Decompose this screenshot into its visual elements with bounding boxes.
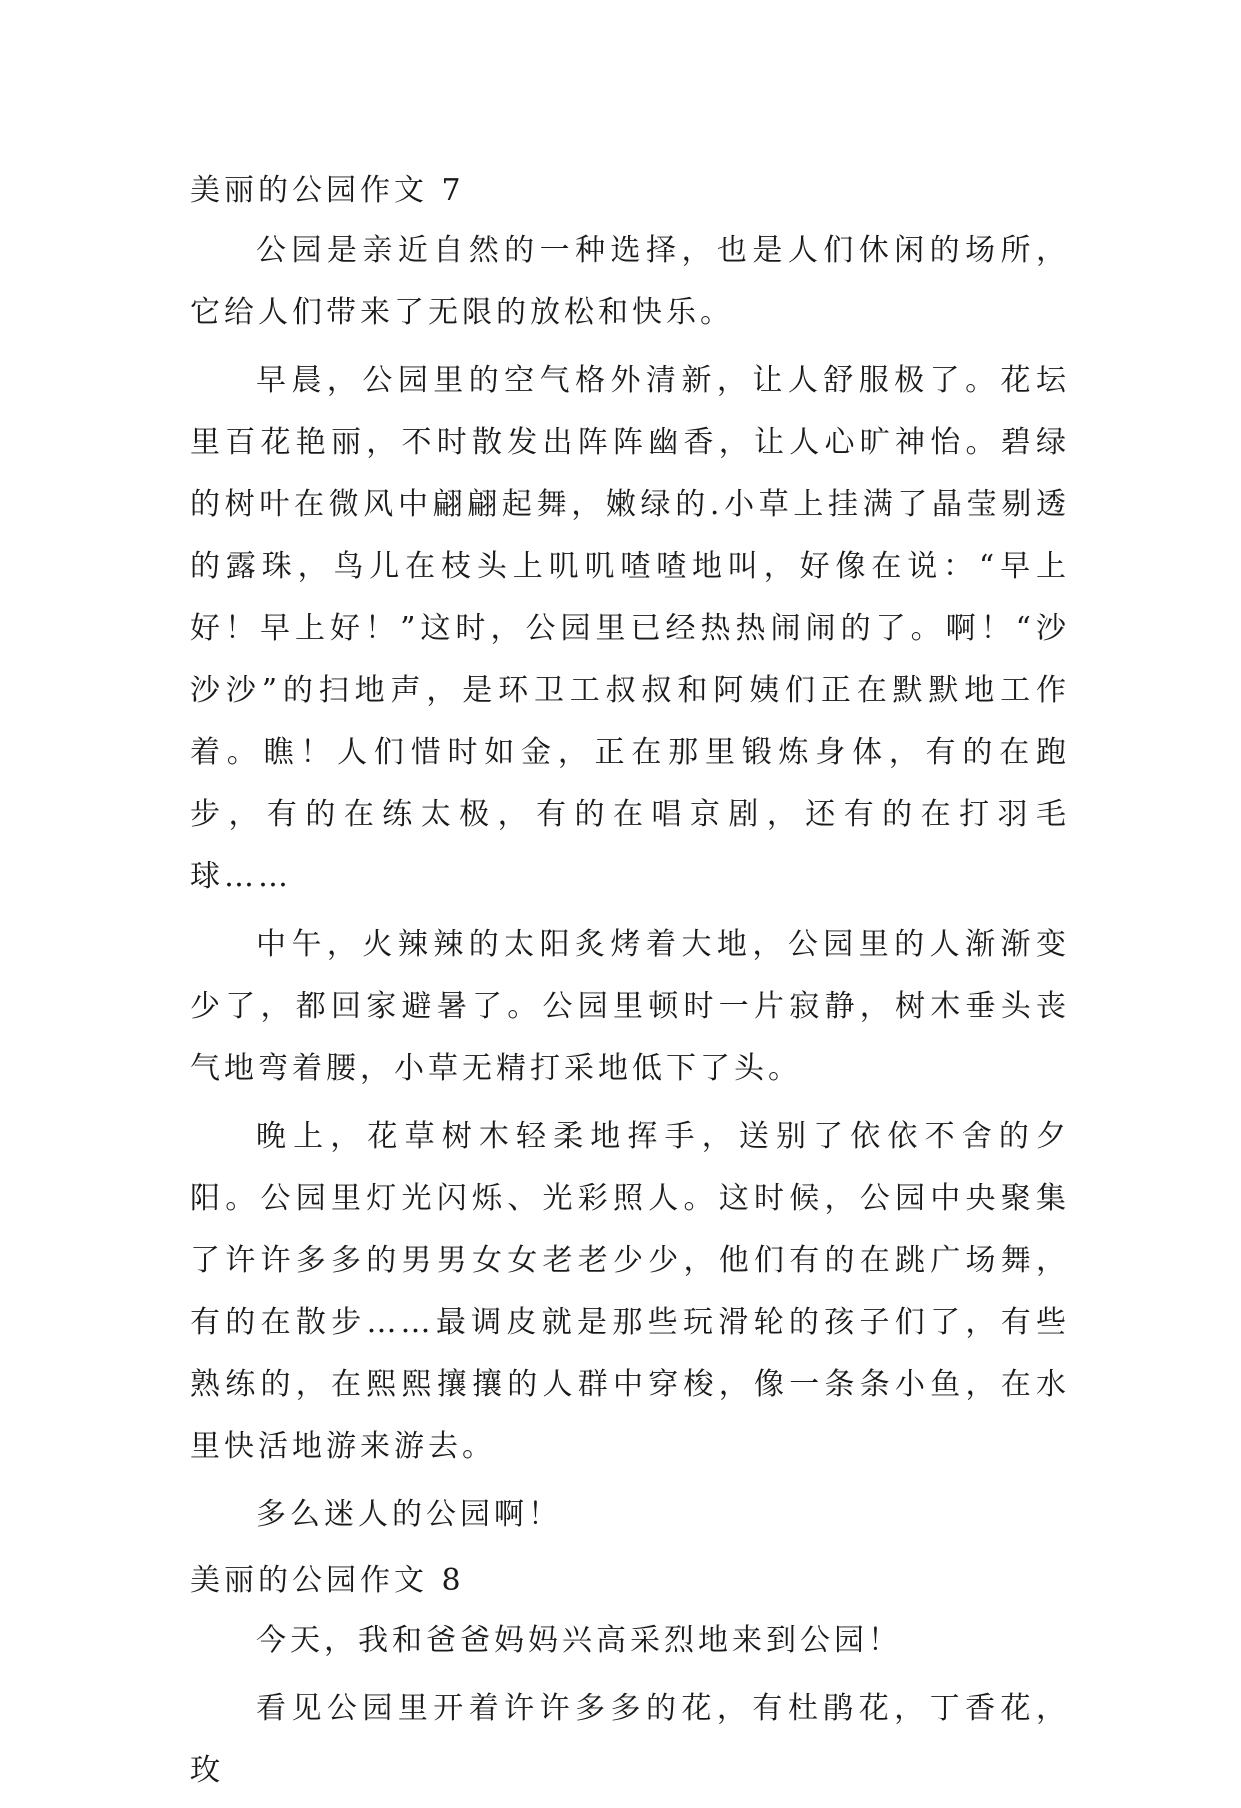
essay-section-8 bbox=[190, 1552, 1070, 1802]
document-body bbox=[190, 162, 1070, 1808]
paragraph: 中午，火辣辣的太阳炙烤着大地，公园里的人渐渐变少了，都回家避暑了。公园里顿时一片寂静，树木垂头丧气地弯着腰，小草无精打采地低下了头。 bbox=[190, 927, 1070, 1086]
paragraph: 多么迷人的公园啊！ bbox=[256, 1497, 562, 1532]
essay-section-7 bbox=[190, 162, 1070, 1546]
paragraph: 看见公园里开着许许多多的花，有杜鹃花，丁香花，玫 bbox=[190, 1691, 1070, 1788]
paragraph: 公园是亲近自然的一种选择，也是人们休闲的场所，它给人们带来了无限的放松和快乐。 bbox=[190, 233, 1070, 330]
paragraph: 晚上，花草树木轻柔地挥手，送别了依依不舍的夕阳。公园里灯光闪烁、光彩照人。这时候，公园中央聚集了许许多多的男男女女老老少少，他们有的在跳广场舞，有的在散步……最调皮就是那些玩滑轮的孩子们了，有些熟练的，在熙熙攘攘的人群中穿梭，像一条条小鱼，在水里快活地游来游去。 bbox=[190, 1119, 1070, 1464]
paragraph: 早晨，公园里的空气格外清新，让人舒服极了。花坛里百花艳丽，不时散发出阵阵幽香，让人心旷神怡。碧绿的树叶在微风中翩翩起舞，嫩绿的.小草上挂满了晶莹剔透的露珠，鸟儿在枝头上叽叽喳喳地叫，好像在说：“早上好！早上好！”这时，公园里已经热热闹闹的了。啊！“沙沙沙”的扫地声，是环卫工叔叔和阿姨们正在默默地工作着。瞧！人们惜时如金，正在那里锻炼身体，有的在跑步，有的在练太极，有的在唱京剧，还有的在打羽毛球…… bbox=[190, 363, 1070, 894]
paragraph: 今天，我和爸爸妈妈兴高采烈地来到公园！ bbox=[256, 1623, 902, 1658]
section-heading: 美丽的公园作文 8 bbox=[190, 1563, 465, 1598]
section-heading: 美丽的公园作文 7 bbox=[190, 173, 465, 208]
